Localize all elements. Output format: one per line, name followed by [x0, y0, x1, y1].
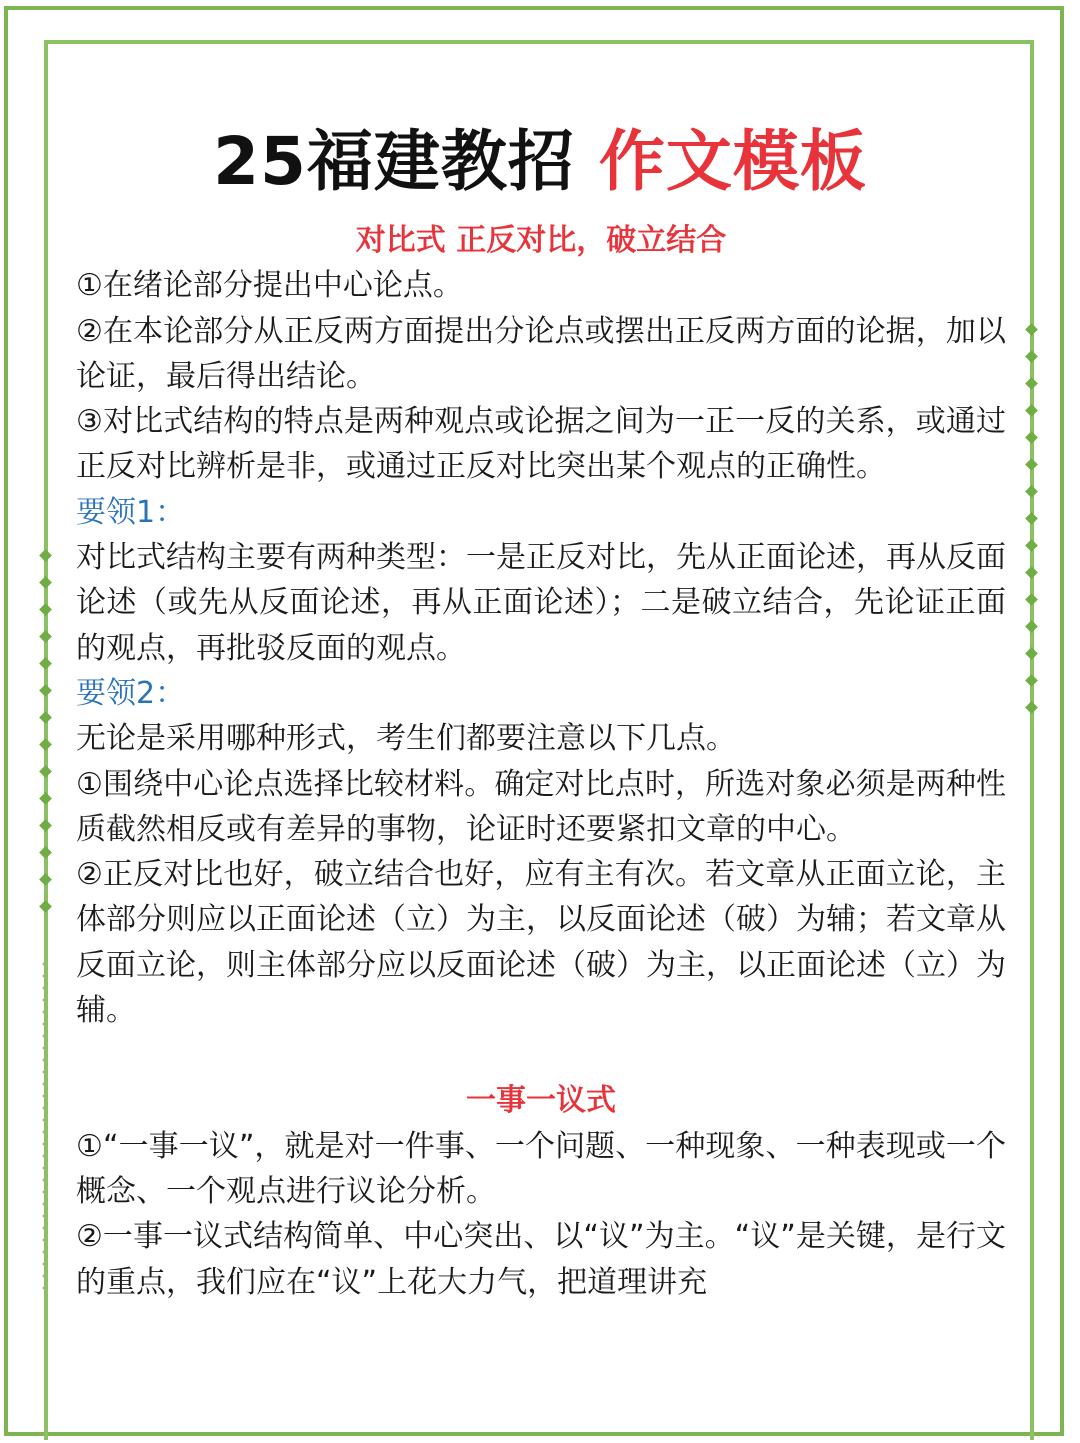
left-decoration-small-dots [38, 958, 52, 1294]
title-main: 25福建教招 [213, 123, 575, 200]
section2-paragraph-2: ②一事一议式结构简单、中心突出、以“议”为主。“议”是关键，是行文的重点，我们应在“议”上花大力气，把道理讲充 [76, 1219, 1006, 1300]
key-point-2-item-2: ②正反对比也好，破立结合也好，应有主有次。若文章从正面立论，主体部分则应以正面论述（立）为主，以反面论述（破）为辅；若文章从反面立论，则主体部分应以反面论述（破）为主，以正面论述（立）为辅。 [76, 857, 1006, 1029]
key-point-2-intro: 无论是采用哪种形式，考生们都要注意以下几点。 [76, 721, 736, 757]
right-decoration-dots [1024, 316, 1038, 721]
title-accent: 作文模板 [598, 123, 867, 200]
section-gap [76, 1033, 1006, 1078]
section1-paragraph-1: ①在绪论部分提出中心论点。 [76, 268, 463, 304]
key-point-1-label: 要领1： [76, 494, 186, 530]
document-body [76, 218, 1006, 1305]
section2-paragraph-1: ①“一事一议”，就是对一件事、一个问题、一种现象、一种表现或一个概念、一个观点进行议论分析。 [76, 1128, 1006, 1209]
page-title [0, 108, 1080, 203]
key-point-2-label: 要领2： [76, 675, 186, 711]
key-point-1-text: 对比式结构主要有两种类型：一是正反对比，先从正面论述，再从反面论述（或先从反面论述，再从正面论述）；二是破立结合，先论证正面的观点，再批驳反面的观点。 [76, 540, 1006, 666]
key-point-2-item-1: ①围绕中心论点选择比较材料。确定对比点时，所选对象必须是两种性质截然相反或有差异的事物，论证时还要紧扣文章的中心。 [76, 766, 1006, 847]
left-decoration-dots [38, 542, 52, 920]
section1-paragraph-3: ③对比式结构的特点是两种观点或论据之间为一正一反的关系，或通过正反对比辨析是非，或通过正反对比突出某个观点的正确性。 [76, 404, 1006, 485]
section2-heading: 一事一议式 [466, 1083, 616, 1119]
section1-heading: 对比式 正反对比，破立结合 [355, 223, 727, 258]
section1-paragraph-2: ②在本论部分从正反两方面提出分论点或摆出正反两方面的论据，加以论证，最后得出结论。 [76, 313, 1006, 394]
